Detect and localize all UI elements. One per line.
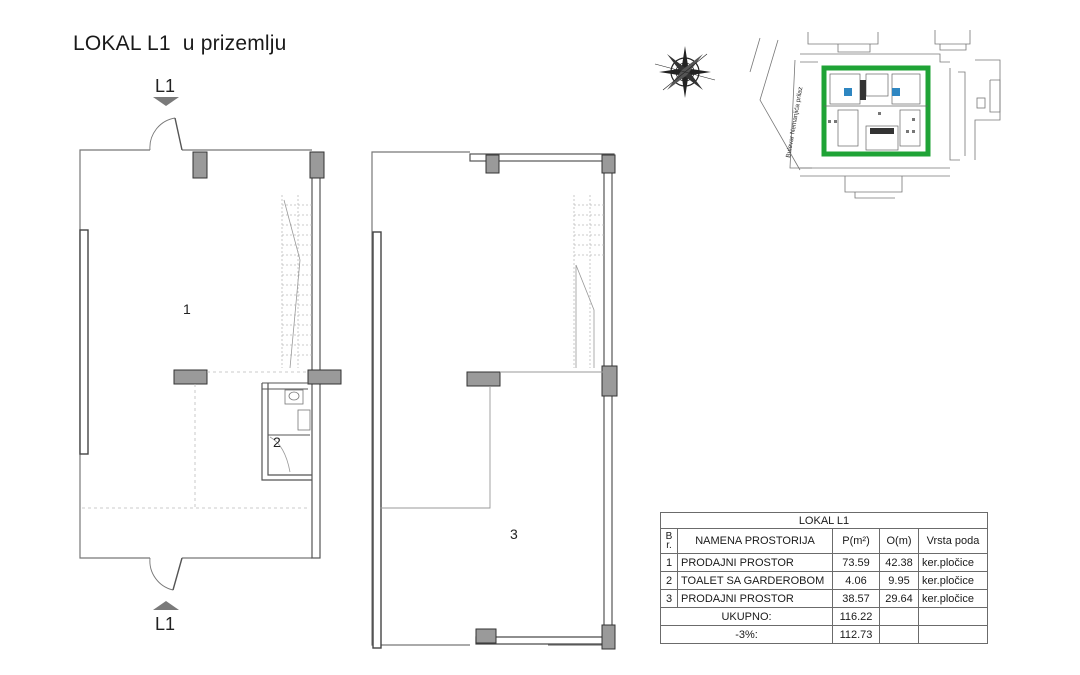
reduced-value: 112.73 bbox=[833, 626, 880, 644]
room-schedule-table bbox=[660, 512, 988, 644]
mezzanine-plan bbox=[372, 152, 617, 649]
row-floor-type: ker.pločice bbox=[919, 590, 988, 608]
table-row bbox=[661, 572, 988, 590]
page-title: LOKAL L1 u prizemlju bbox=[73, 32, 287, 55]
total-label: UKUPNO: bbox=[661, 608, 833, 626]
row-perimeter: 42.38 bbox=[880, 554, 919, 572]
column bbox=[602, 366, 617, 396]
section-marker-bottom-label: L1 bbox=[155, 614, 176, 634]
street-label: Bulevar Nemanjića prilaz bbox=[785, 86, 805, 159]
table-row bbox=[661, 554, 988, 572]
total-value: 116.22 bbox=[833, 608, 880, 626]
ground-floor-plan bbox=[80, 118, 341, 590]
row-room-name: PRODAJNI PROSTOR bbox=[678, 590, 833, 608]
row-number: 2 bbox=[661, 572, 678, 590]
site-highlight bbox=[824, 68, 928, 154]
reduced-total-row bbox=[661, 626, 988, 644]
window-left bbox=[80, 230, 88, 454]
row-number: 3 bbox=[661, 590, 678, 608]
room-label-2: 2 bbox=[273, 434, 281, 450]
sink-fixture bbox=[298, 410, 310, 430]
room-label-3: 3 bbox=[510, 526, 518, 542]
site-plan-map bbox=[750, 30, 1000, 198]
window-left bbox=[373, 232, 381, 648]
reduced-label: -3%: bbox=[661, 626, 833, 644]
section-marker-top-arrow bbox=[153, 97, 179, 106]
column bbox=[602, 625, 615, 649]
row-room-name: TOALET SA GARDEROBOM bbox=[678, 572, 833, 590]
header-number: Br. bbox=[661, 529, 678, 554]
column bbox=[308, 370, 341, 384]
column bbox=[467, 372, 500, 386]
column bbox=[476, 629, 496, 643]
row-room-name: PRODAJNI PROSTOR bbox=[678, 554, 833, 572]
room-label-1: 1 bbox=[183, 301, 191, 317]
column bbox=[310, 152, 324, 178]
row-area: 4.06 bbox=[833, 572, 880, 590]
total-row bbox=[661, 608, 988, 626]
row-area: 38.57 bbox=[833, 590, 880, 608]
row-floor-type: ker.pločice bbox=[919, 572, 988, 590]
column bbox=[193, 152, 207, 178]
row-perimeter: 29.64 bbox=[880, 590, 919, 608]
table-caption: LOKAL L1 bbox=[661, 513, 988, 529]
column bbox=[486, 155, 499, 173]
section-marker-bottom-arrow bbox=[153, 601, 179, 610]
header-perimeter: O(m) bbox=[880, 529, 919, 554]
column bbox=[174, 370, 207, 384]
row-area: 73.59 bbox=[833, 554, 880, 572]
header-room-name: NAMENA PROSTORIJA bbox=[678, 529, 833, 554]
section-marker-top-label: L1 bbox=[155, 76, 176, 96]
north-arrow-icon bbox=[655, 46, 715, 98]
row-perimeter: 9.95 bbox=[880, 572, 919, 590]
table-row bbox=[661, 590, 988, 608]
header-floor-type: Vrsta poda bbox=[919, 529, 988, 554]
column bbox=[602, 155, 615, 173]
row-floor-type: ker.pločice bbox=[919, 554, 988, 572]
stairs bbox=[282, 195, 312, 368]
stairs bbox=[574, 195, 604, 368]
header-area: P(m²) bbox=[833, 529, 880, 554]
row-number: 1 bbox=[661, 554, 678, 572]
